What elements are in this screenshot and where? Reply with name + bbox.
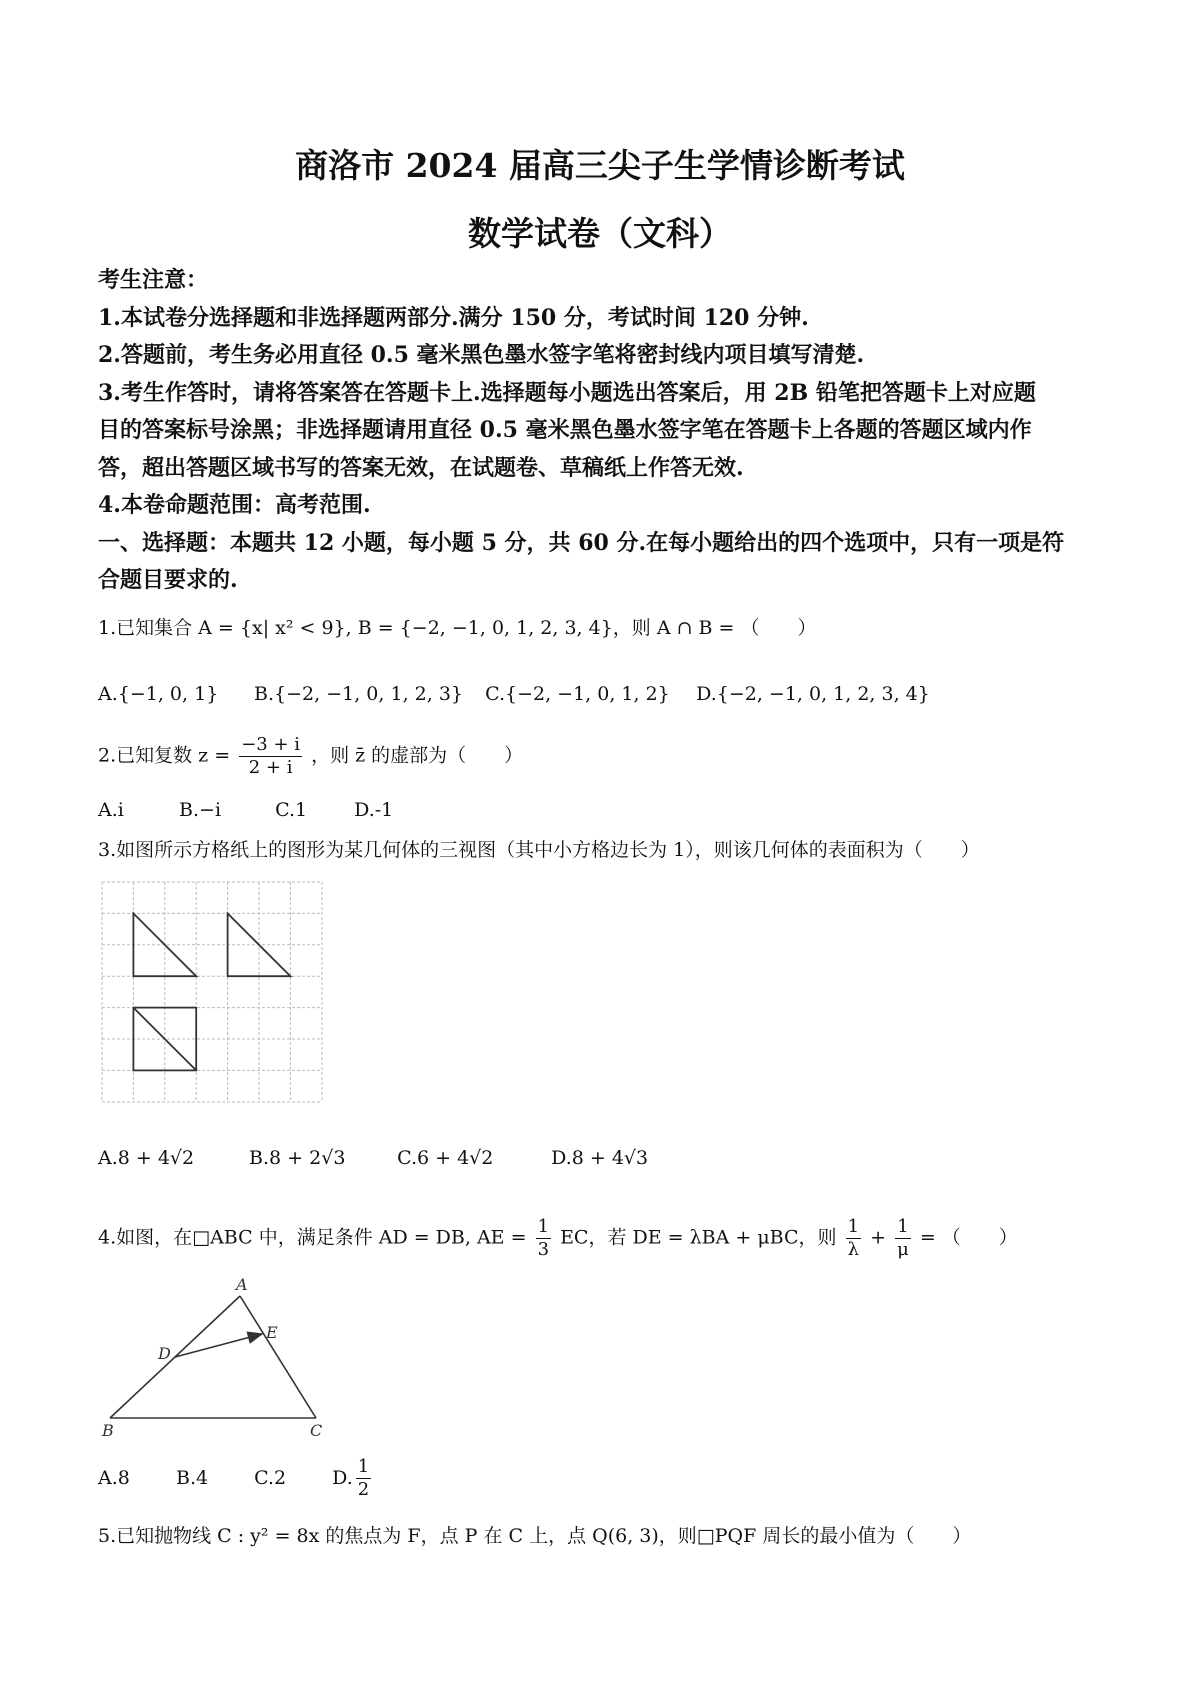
option-a: A.{−1, 0, 1}: [98, 683, 219, 705]
frac-den: λ: [847, 1239, 860, 1260]
question-1-options: [98, 680, 930, 708]
q4-plus: +: [870, 1226, 887, 1249]
frac-num: 1: [537, 1216, 550, 1237]
side-ac: [240, 1296, 316, 1418]
label-e: E: [266, 1323, 278, 1342]
label-a: A: [236, 1276, 248, 1294]
option-d: D.{−2, −1, 0, 1, 2, 3, 4}: [696, 683, 930, 705]
triangle-abc-figure: [96, 1276, 336, 1436]
question-2-options: [98, 796, 393, 824]
section-line: 合题目要求的.: [98, 567, 238, 593]
option-b: B.4: [176, 1466, 209, 1489]
option-d: D.-1: [354, 799, 394, 821]
frac-num: 1: [847, 1216, 860, 1237]
question-5: 5.已知抛物线 C : y² = 8x 的焦点为 F，点 P 在 C 上，点 Q(6, 3)，则□PQF 周长的最小值为（ ）: [98, 1525, 972, 1547]
question-2: [98, 734, 1108, 779]
option-b: B.{−2, −1, 0, 1, 2, 3}: [254, 683, 463, 705]
q2-prefix: 2.已知复数 z =: [98, 744, 231, 767]
option-d-fraction: [356, 1456, 371, 1501]
view-shapes: [133, 913, 290, 1070]
question-3: 3.如图所示方格纸上的图形为某几何体的三视图（其中小方格边长为 1），则该几何体的表面积为（ ）: [98, 839, 980, 861]
label-d: D: [158, 1344, 171, 1363]
option-b: B.8 + 2√3: [249, 1147, 346, 1169]
option-d: D.8 + 4√3: [551, 1147, 649, 1169]
option-a: A.8: [98, 1466, 130, 1489]
note-line: 答，超出答题区域书写的答案无效，在试题卷、草稿纸上作答无效.: [98, 454, 744, 481]
three-view-grid-figure: [100, 880, 324, 1104]
question-3-options: [98, 1144, 648, 1172]
triangle-lines: [110, 1296, 316, 1418]
frac-num: 1: [357, 1456, 370, 1477]
frac-num: 1: [895, 1216, 911, 1239]
note-line: 4.本卷命题范围：高考范围.: [98, 492, 371, 518]
option-c: C.1: [275, 799, 308, 821]
vertex-labels: [101, 1276, 322, 1436]
frac-den: μ: [897, 1239, 909, 1260]
q4-prefix: 4.如图，在□ABC 中，满足条件 AD = DB, AE =: [98, 1226, 527, 1249]
q4-suffix: = （ ）: [919, 1226, 1018, 1249]
note-line: 3.考生作答时，请将答案答在答题卡上.选择题每小题选出答案后，用 2B 铅笔把答题卡上对应题: [98, 379, 1036, 406]
frac-den: 2: [357, 1479, 370, 1500]
option-c: C.6 + 4√2: [397, 1147, 494, 1169]
q4-fraction-3: [895, 1216, 911, 1261]
option-b: B.−i: [179, 799, 222, 821]
page-title: 商洛市 2024 届高三尖子生学情诊断考试: [295, 146, 905, 185]
option-c: C.2: [254, 1466, 287, 1489]
q2-frac-num: −3 + i: [241, 734, 301, 755]
notes-heading: 考生注意：: [98, 267, 209, 293]
question-4-options: [98, 1456, 374, 1501]
q4-mid: EC，若 DE = λBA + μBC，则: [560, 1226, 837, 1249]
option-a: A.8 + 4√2: [98, 1147, 195, 1169]
option-c: C.{−2, −1, 0, 1, 2}: [485, 683, 670, 705]
option-a: A.i: [98, 799, 124, 821]
label-b: B: [102, 1421, 114, 1436]
option-d-prefix: D.: [332, 1466, 353, 1489]
q2-suffix: ，则 z̄ 的虚部为（ ）: [311, 744, 524, 767]
exam-notes: [98, 262, 1108, 600]
question-4: [98, 1216, 1108, 1261]
q2-fraction: [239, 734, 302, 779]
note-line: 目的答案标号涂黑；非选择题请用直径 0.5 毫米黑色墨水签字笔在答题卡上各题的答题区域内作: [98, 417, 1032, 443]
note-line: 1.本试卷分选择题和非选择题两部分.满分 150 分，考试时间 120 分钟.: [98, 304, 809, 331]
frac-den: 3: [537, 1239, 550, 1260]
note-line: 2.答题前，考生务必用直径 0.5 毫米黑色墨水签字笔将密封线内项目填写清楚.: [98, 342, 865, 368]
q4-fraction-2: [846, 1216, 861, 1261]
q2-frac-den: 2 + i: [248, 757, 293, 778]
page-subtitle: 数学试卷（文科）: [468, 214, 732, 253]
option-d: [332, 1456, 374, 1501]
section-line: 一、选择题：本题共 12 小题，每小题 5 分，共 60 分.在每小题给出的四个选项中，只有一项是符: [98, 529, 1065, 556]
question-1: 1.已知集合 A = {x| x² < 9}, B = {−2, −1, 0, 1, 2, 3, 4}，则 A ∩ B = （ ）: [98, 617, 817, 639]
q4-fraction-1: [536, 1216, 551, 1261]
label-c: C: [310, 1421, 323, 1436]
